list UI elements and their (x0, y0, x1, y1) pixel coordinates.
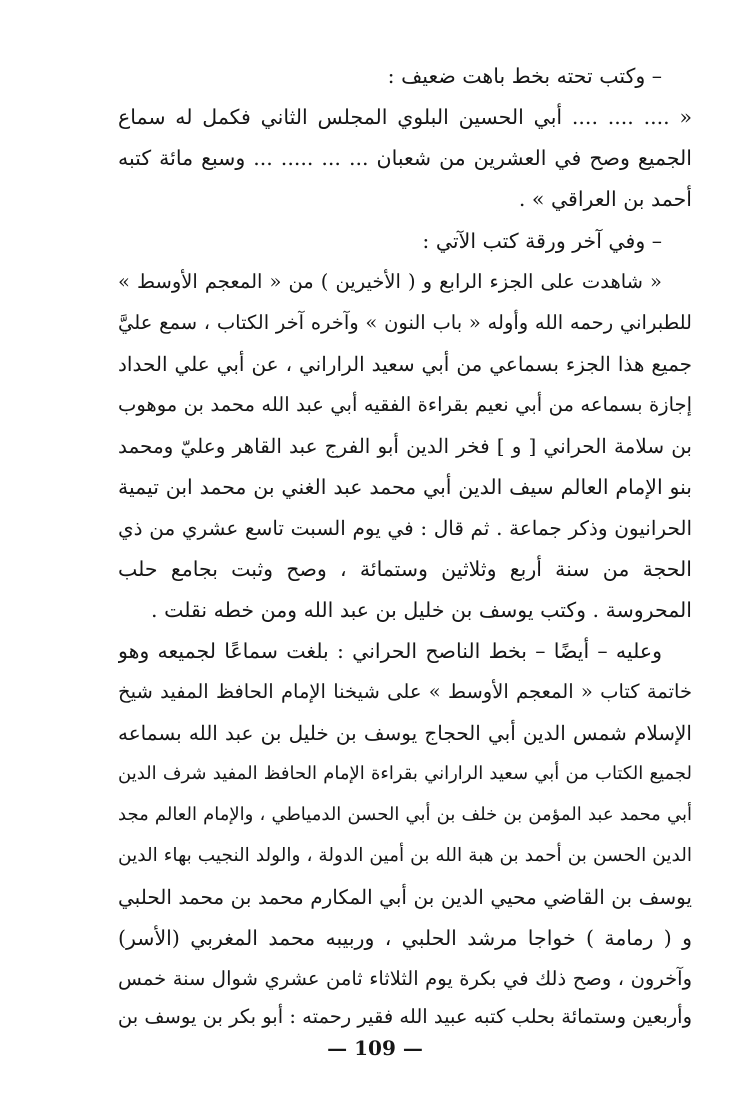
page-number: — 109 — (327, 1036, 423, 1060)
text-line-8: جميع هذا الجزء بسماعي من أبي سعيد الراراني ، عن أبي علي الحداد (118, 352, 692, 376)
text-line-16: خاتمة كتاب « المعجم الأوسط » على شيخنا الإمام الحافظ المفيد شيخ (118, 680, 692, 703)
text-line-10: بن سلامة الحراني [ و ] فخر الدين أبو الفرج عبد القاهر وعليّ ومحمد (118, 434, 692, 458)
text-line-22: و ( رمامة ) خواجا مرشد الحلبي ، وربيبه محمد المغربي (الأسر) (118, 926, 692, 950)
text-line-15: وعليه – أيضًا – بخط الناصح الحراني : بلغت سماعًا لجميعه وهو (118, 639, 662, 663)
text-line-18: لجميع الكتاب من أبي سعيد الراراني بقراءة الإمام الحافظ المفيد شرف الدين (118, 763, 692, 784)
text-line-2: « .... .... .... أبي الحسين البلوي المجلس الثاني فكمل له سماع (118, 105, 692, 129)
text-line-14: المحروسة . وكتب يوسف بن خليل بن عبد الله ومن خطه نقلت . (151, 598, 692, 622)
text-line-5: – وفي آخر ورقة كتب الآتي : (422, 229, 662, 253)
text-line-19: أبي محمد عبد المؤمن بن خلف بن أبي الحسن الدمياطي ، والإمام العالم مجد (118, 804, 692, 825)
text-line-1: – وكتب تحته بخط باهت ضعيف : (387, 64, 662, 88)
text-line-17: الإسلام شمس الدين أبي الحجاج يوسف بن خليل بن عبد الله بسماعه (118, 721, 692, 745)
text-line-4: أحمد بن العراقي » . (518, 187, 692, 211)
text-line-3: الجميع وصح في العشرين من شعبان ... ... ..... ... وسبع مائة كتبه (118, 146, 692, 170)
text-line-23: وآخرون ، وصح ذلك في بكرة يوم الثلاثاء ثامن عشري شوال سنة خمس (118, 967, 692, 990)
text-line-13: الحجة من سنة أربع وثلاثين وستمائة ، وصح وثبت بجامع حلب (118, 557, 692, 581)
text-line-6: « شاهدت على الجزء الرابع و ( الأخيرين ) من « المعجم الأوسط » (118, 270, 662, 293)
text-line-11: بنو الإمام العالم سيف الدين أبي محمد عبد الغني بن محمد ابن تيمية (118, 475, 692, 499)
text-line-24: وأربعين وستمائة بحلب كتبه عبيد الله فقير رحمته : أبو بكر بن يوسف بن (118, 1005, 692, 1028)
text-line-7: للطبراني رحمه الله وأوله « باب النون » وآخره آخر الكتاب ، سمع عليَّ (118, 311, 692, 334)
text-line-9: إجازة بسماعه من أبي نعيم بقراءة الفقيه أبي عبد الله محمد بن موهوب (118, 393, 692, 416)
text-line-20: الدين الحسن بن أحمد بن هبة الله بن أمين الدولة ، والولد النجيب بهاء الدين (118, 845, 692, 866)
text-line-21: يوسف بن القاضي محيي الدين بن أبي المكارم محمد بن محمد الحلبي (118, 885, 692, 909)
text-line-12: الحرانيون وذكر جماعة . ثم قال : في يوم السبت تاسع عشري من ذي (118, 516, 692, 540)
